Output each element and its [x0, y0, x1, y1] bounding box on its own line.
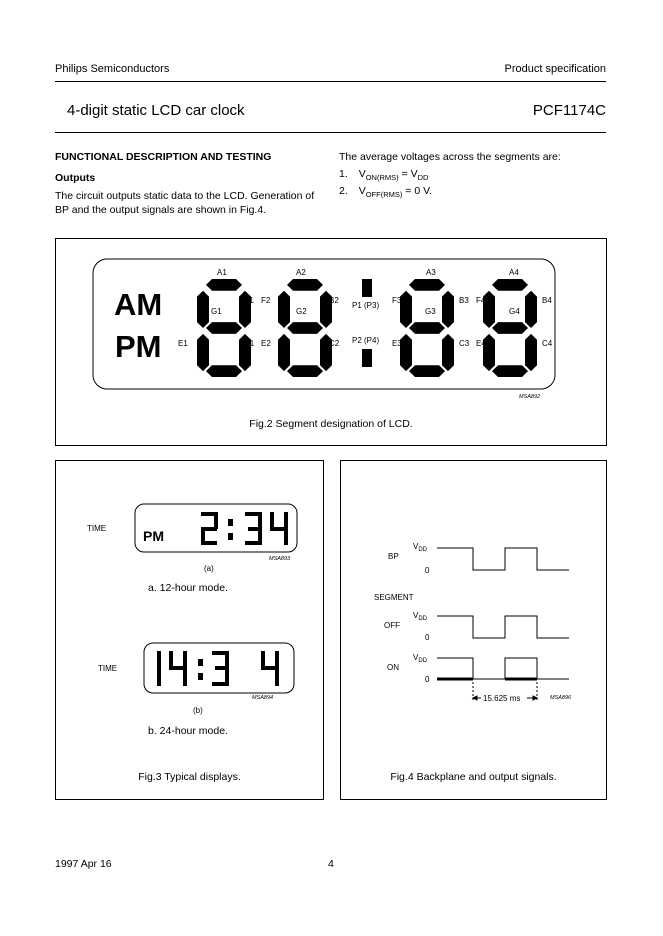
on-waveform-outline [437, 658, 569, 679]
segment-label: F4 [476, 296, 486, 305]
display-b-colon-bottom [198, 673, 203, 680]
period-label: 15.625 ms [483, 694, 521, 703]
typical-displays [56, 461, 323, 799]
lcd-digit-4 [483, 279, 537, 377]
segment-label: D4 [509, 369, 520, 378]
segment-label: E2 [261, 339, 271, 348]
figure-code: MSA892 [519, 394, 541, 400]
section-heading: FUNCTIONAL DESCRIPTION AND TESTING [55, 151, 272, 163]
display-a-pm: PM [143, 528, 164, 544]
lcd-am: AM [114, 287, 163, 322]
figure-code: MSA896 [550, 695, 572, 701]
formula-eq: = 0 V. [402, 185, 433, 197]
lcd-colon-bottom [362, 349, 372, 367]
display-b-colon-top [198, 659, 203, 666]
figure-4 [340, 460, 607, 800]
formula-sub: DD [417, 173, 429, 183]
figure-code-a: MSA893 [269, 556, 291, 562]
segment-label: F2 [261, 296, 271, 305]
lcd-pm: PM [115, 329, 162, 364]
segment-label: D1 [211, 369, 222, 378]
segment-label: C4 [542, 339, 553, 348]
subsection-heading: Outputs [55, 172, 96, 184]
voltages-intro: The average voltages across the segments are: [339, 151, 561, 163]
formula-eq: = V [398, 168, 418, 180]
lcd-digit-2 [278, 279, 332, 377]
figure-3 [55, 460, 324, 800]
vdd-label: $V_{DD}$ [413, 611, 428, 622]
off-label: OFF [384, 621, 400, 630]
formula-sub: OFF(RMS) [365, 190, 403, 200]
segment-label: A2 [296, 268, 306, 277]
segment-label: F3 [392, 296, 402, 305]
segment-label: G1 [211, 307, 222, 316]
page-number: 4 [328, 858, 334, 870]
off-waveform [437, 616, 569, 638]
header-doc-type: Product specification [504, 63, 606, 75]
sub-caption-b: (b) [193, 706, 203, 715]
formula-v: V [358, 185, 366, 197]
time-label-a: TIME [87, 524, 107, 533]
segment-label: A4 [509, 268, 519, 277]
segment-label: D3 [426, 369, 437, 378]
segment-label: P1 (P3) [352, 301, 380, 310]
segment-label: G3 [425, 307, 436, 316]
segment-label: B3 [459, 296, 469, 305]
segment-label: C1 [244, 339, 255, 348]
segment-label: A1 [217, 268, 227, 277]
display-b-digit-4a [169, 651, 187, 686]
segment-label: B2 [329, 296, 339, 305]
display-a-digit-2 [201, 512, 218, 545]
lcd-segment-diagram [56, 239, 606, 445]
list-number: 1. [339, 168, 348, 180]
segment-label: P2 (P4) [352, 336, 380, 345]
zero-label: 0 [425, 675, 430, 684]
paragraph-line-2: BP and the output signals are shown in Fig.4. [55, 204, 267, 216]
segment-label: D2 [296, 369, 307, 378]
lcd-colon-top [362, 279, 372, 297]
footer-date: 1997 Apr 16 [55, 858, 112, 870]
title-rule [55, 132, 606, 133]
segment-label: B1 [244, 296, 254, 305]
mode-b-caption: b. 24-hour mode. [148, 725, 228, 737]
display-b-digit-1 [157, 651, 161, 686]
signal-waveforms [341, 461, 606, 799]
header-rule [55, 81, 606, 82]
part-number: PCF1174C [532, 102, 606, 119]
bp-label: BP [388, 552, 399, 561]
formula-sub: ON(RMS) [365, 173, 399, 183]
lcd-digit-1 [197, 279, 251, 377]
segment-label: C3 [459, 339, 470, 348]
vdd-label: $V_{DD}$ [413, 653, 428, 664]
segment-label: C2 [329, 339, 340, 348]
doc-title: 4-digit static LCD car clock [67, 102, 245, 119]
on-label: ON [387, 663, 399, 672]
vdd-label: $V_{DD}$ [413, 542, 428, 553]
segment-label: E3 [392, 339, 402, 348]
zero-label: 0 [425, 633, 430, 642]
figure-4-caption: Fig.4 Backplane and output signals. [390, 771, 557, 783]
display-b-digit-4b [261, 651, 279, 686]
figure-2 [55, 238, 607, 446]
display-a-colon-bottom [228, 533, 233, 540]
display-a-digit-3 [245, 512, 262, 545]
figure-2-caption: Fig.2 Segment designation of LCD. [249, 418, 413, 430]
formula-v: V [358, 168, 366, 180]
paragraph-line-1: The circuit outputs static data to the LCD. Generation of [55, 190, 315, 202]
bp-waveform [437, 548, 569, 570]
segment-label: G4 [509, 307, 520, 316]
lcd-digit-3 [400, 279, 454, 377]
segment-label: B4 [542, 296, 552, 305]
time-label-b: TIME [98, 664, 118, 673]
list-item-1 [339, 167, 428, 185]
segment-label: G2 [296, 307, 307, 316]
header-company: Philips Semiconductors [55, 63, 170, 75]
list-number: 2. [339, 185, 348, 197]
mode-a-caption: a. 12-hour mode. [148, 582, 228, 594]
display-a-digit-4 [270, 512, 288, 545]
segment-label: E1 [178, 339, 188, 348]
display-b-digit-3 [212, 651, 229, 686]
sub-caption-a: (a) [204, 564, 214, 573]
list-item-2 [339, 184, 432, 202]
zero-label: 0 [425, 566, 430, 575]
segment-label: SEGMENT [374, 593, 414, 602]
figure-code-b: MSA894 [252, 695, 274, 701]
segment-label: A3 [426, 268, 436, 277]
segment-label: E4 [476, 339, 486, 348]
display-a-colon-top [228, 519, 233, 526]
figure-3-caption: Fig.3 Typical displays. [138, 771, 241, 783]
